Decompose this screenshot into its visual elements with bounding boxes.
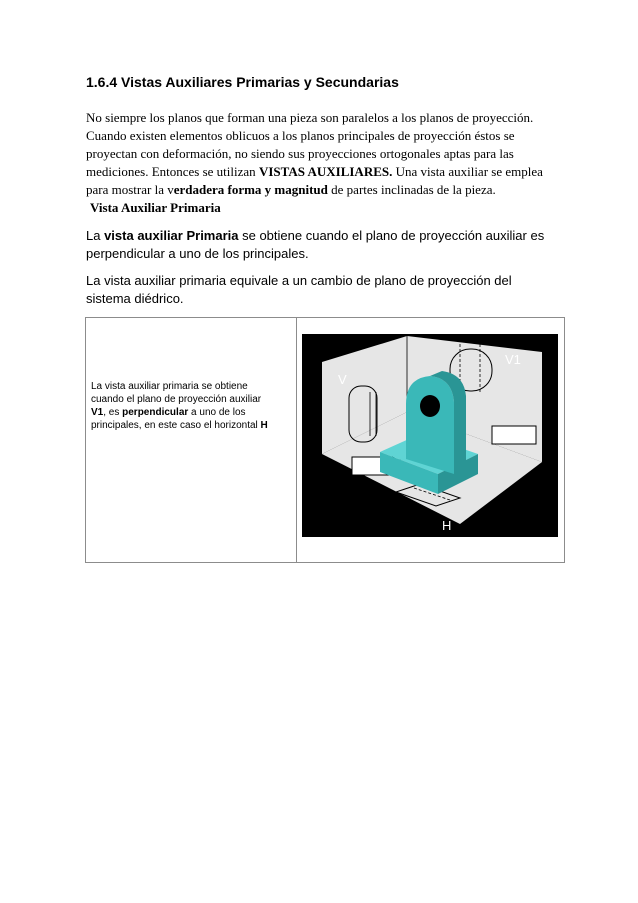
label-v: V: [338, 372, 347, 387]
paragraph-line: La vista auxiliar primaria equivale a un cambio de plano de proyección del: [86, 273, 512, 288]
intro-line: [86, 181, 566, 199]
intro-bold-term: erdadera forma y magnitud: [173, 182, 328, 197]
paragraph-bold-term: vista auxiliar Primaria: [104, 228, 239, 243]
paragraph-line: sistema diédrico.: [86, 291, 184, 306]
label-h: H: [442, 518, 452, 533]
intro-bold-term: VISTAS AUXILIARES.: [258, 164, 393, 179]
label-v1: V1: [505, 352, 521, 367]
caption-line: [91, 406, 291, 419]
section-title: 1.6.4 Vistas Auxiliares Primarias y Secundarias: [86, 74, 399, 90]
caption-text: , es: [103, 407, 123, 418]
caption-bold-term: perpendicular: [122, 407, 189, 418]
caption-text: a uno de los: [188, 407, 246, 418]
caption-line: cuando el plano de proyección auxiliar: [91, 394, 262, 405]
table-divider: [296, 318, 297, 562]
caption-bold-term: V1: [91, 407, 104, 418]
intro-line: Cuando existen elementos oblicuos a los planos principales de proyección éstos se: [86, 128, 515, 143]
intro-text: mediciones. Entonces se utilizan: [86, 164, 259, 179]
caption-bold-term: H: [260, 420, 268, 431]
intro-text: para mostrar la v: [86, 182, 174, 197]
intro-text: de partes inclinadas de la pieza.: [327, 182, 496, 197]
intro-line: [86, 163, 566, 181]
caption-line: [91, 419, 291, 432]
primary-view-paragraph: [86, 227, 566, 263]
table-caption-cell: [91, 380, 291, 432]
paragraph-text: La: [86, 228, 105, 243]
dihedral-paragraph: [86, 272, 566, 308]
intro-line: No siempre los planos que forman una pieza son paralelos a los planos de proyección.: [86, 110, 534, 125]
subsection-title: Vista Auxiliar Primaria: [90, 200, 221, 215]
illustration-table: [85, 317, 565, 563]
part-lug-face: [406, 376, 454, 474]
auxiliary-view-illustration: [302, 334, 558, 537]
caption-line: La vista auxiliar primaria se obtiene: [91, 381, 248, 392]
intro-text: Una vista auxiliar se emplea: [392, 164, 543, 179]
intro-paragraph: [86, 109, 566, 199]
part-lug-hole: [420, 395, 440, 417]
paragraph-line: perpendicular a uno de los principales.: [86, 246, 309, 261]
caption-text: principales, en este caso el horizontal: [91, 420, 261, 431]
paragraph-text: se obtiene cuando el plano de proyección auxiliar es: [238, 228, 545, 243]
auxiliary-view-figure: [302, 334, 558, 537]
paragraph-line: [86, 227, 566, 245]
intro-line: proyectan con deformación, no siendo sus proyecciones ortogonales aptas para las: [86, 146, 514, 161]
v1-plane-base-projection: [492, 426, 536, 444]
